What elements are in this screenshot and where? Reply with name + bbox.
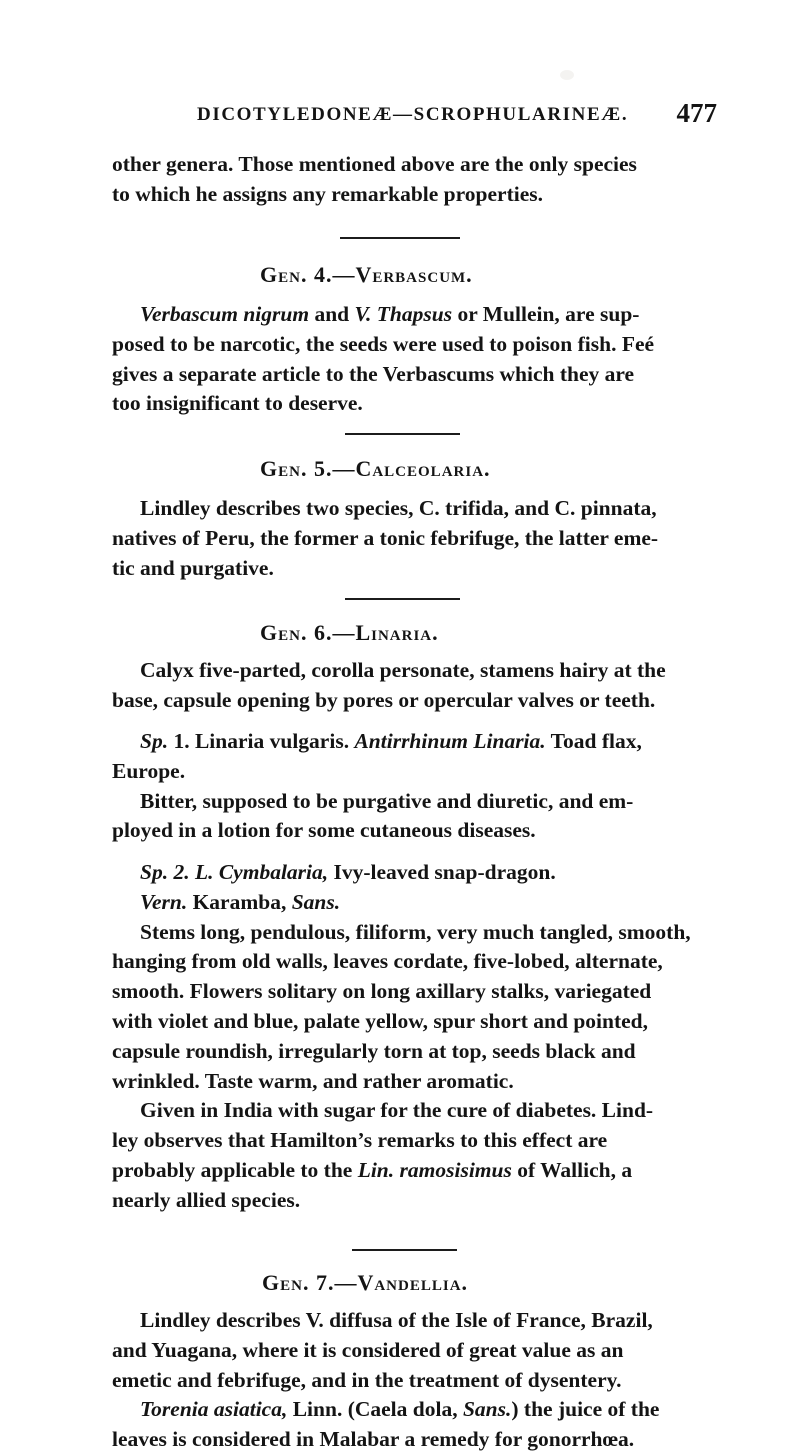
heading-number: Gen. 7. — [262, 1270, 335, 1295]
text-line — [112, 1156, 716, 1186]
text-line: Given in India with sugar for the cure of diabetes. Lind- — [140, 1098, 654, 1123]
text-line: leaves is considered in Malabar a remedy for gonorrhœa. — [112, 1427, 635, 1452]
text-line: ley observes that Hamilton’s remarks to this effect are — [112, 1128, 608, 1153]
text-fragment: Linn. (Caela dola, — [287, 1397, 463, 1422]
text-line: emetic and febrifuge, and in the treatment of dysentery. — [112, 1367, 622, 1392]
text-line — [112, 1395, 716, 1425]
species-1-entry — [112, 727, 716, 846]
gen5-heading — [0, 456, 800, 482]
vern-label: Vern. — [140, 889, 188, 914]
heading-number: Gen. 6. — [260, 620, 333, 645]
text-fragment: probably applicable to the — [112, 1157, 358, 1182]
gen6-heading — [0, 620, 800, 646]
gen7-heading — [0, 1270, 800, 1296]
page-header — [197, 98, 717, 134]
section-rule — [345, 598, 460, 600]
text-line: Bitter, supposed to be purgative and diuretic, and em- — [140, 788, 634, 813]
text-fragment: Toad flax, — [545, 729, 642, 753]
text-line: capsule roundish, irregularly torn at top, seeds black and — [112, 1038, 636, 1063]
text-fragment: of Wallich, a — [511, 1157, 633, 1182]
heading-name: —Calceolaria. — [332, 456, 491, 481]
language-label: Sans. — [462, 1397, 512, 1422]
heading-name: —Verbascum. — [332, 262, 473, 287]
heading-number: Gen. 5. — [260, 456, 333, 481]
text-fragment: 1. Linaria vulgaris. — [168, 729, 355, 753]
text-line: posed to be narcotic, the seeds were used to poison fish. Feé — [112, 331, 655, 356]
species-2-entry — [112, 858, 716, 1216]
gen7-paragraph — [112, 1306, 716, 1455]
section-rule — [340, 237, 460, 239]
intro-paragraph — [112, 150, 716, 210]
section-rule — [352, 1249, 457, 1251]
text-line: base, capsule opening by pores or opercular valves or teeth. — [112, 687, 656, 712]
text-line — [112, 300, 716, 330]
gen6-paragraph — [112, 656, 716, 716]
text-line: and Yuagana, where it is considered of great value as an — [112, 1337, 624, 1362]
text-line: Europe. — [112, 758, 186, 783]
gen5-paragraph — [112, 494, 716, 583]
text-line — [112, 858, 716, 888]
text-fragment: Ivy-leaved snap-dragon. — [328, 860, 556, 884]
text-line: with violet and blue, palate yellow, spur short and pointed, — [112, 1008, 648, 1033]
text-fragment: or Mullein, are sup- — [452, 302, 640, 326]
text-line: Stems long, pendulous, filiform, very much tangled, smooth, — [140, 919, 691, 944]
species-name: V. Thapsus — [354, 302, 453, 326]
heading-number: Gen. 4. — [260, 262, 333, 287]
text-line: nearly allied species. — [112, 1187, 301, 1212]
species-name: Verbascum nigrum — [140, 302, 310, 326]
section-rule — [345, 433, 460, 435]
text-line: Calyx five-parted, corolla personate, stamens hairy at the — [140, 658, 666, 682]
text-line: other genera. Those mentioned above are the only species — [112, 152, 637, 176]
page-number: 477 — [676, 98, 717, 128]
paper-stain — [560, 70, 574, 80]
text-line: too insignificant to deserve. — [112, 391, 363, 416]
synonym: Antirrhinum Linaria. — [354, 729, 546, 753]
text-line: gives a separate article to the Verbascums which they are — [112, 361, 635, 386]
heading-name: —Linaria. — [332, 620, 439, 645]
species-label: Sp. — [140, 729, 169, 753]
heading-name: —Vandellia. — [334, 1270, 469, 1295]
species-name: Torenia asiatica, — [140, 1397, 288, 1422]
text-line: smooth. Flowers solitary on long axillary stalks, variegated — [112, 979, 652, 1004]
text-line: wrinkled. Taste warm, and rather aromatic. — [112, 1068, 514, 1093]
text-line: tic and purgative. — [112, 555, 274, 580]
text-line: Lindley describes two species, C. trifida, and C. pinnata, — [140, 496, 657, 520]
text-line: hanging from old walls, leaves cordate, five-lobed, alternate, — [112, 949, 663, 974]
text-line: to which he assigns any remarkable properties. — [112, 181, 544, 206]
text-fragment: and — [309, 302, 355, 326]
text-line — [112, 727, 716, 757]
text-fragment: Karamba, — [187, 889, 292, 914]
text-line: Lindley describes V. diffusa of the Isle of France, Brazil, — [140, 1308, 653, 1332]
species-label: Sp. 2. L. Cymbalaria, — [140, 860, 329, 884]
text-fragment: ) the juice of the — [511, 1397, 660, 1422]
text-line: ployed in a lotion for some cutaneous diseases. — [112, 818, 536, 843]
text-line: natives of Peru, the former a tonic febrifuge, the latter eme- — [112, 525, 659, 550]
gen4-heading — [0, 262, 800, 288]
gen4-paragraph — [112, 300, 716, 419]
running-head: DICOTYLEDONEÆ—SCROPHULARINEÆ. — [197, 104, 629, 125]
species-name: Lin. ramosisimus — [357, 1157, 512, 1182]
language-label: Sans. — [291, 889, 341, 914]
text-line — [112, 888, 716, 918]
